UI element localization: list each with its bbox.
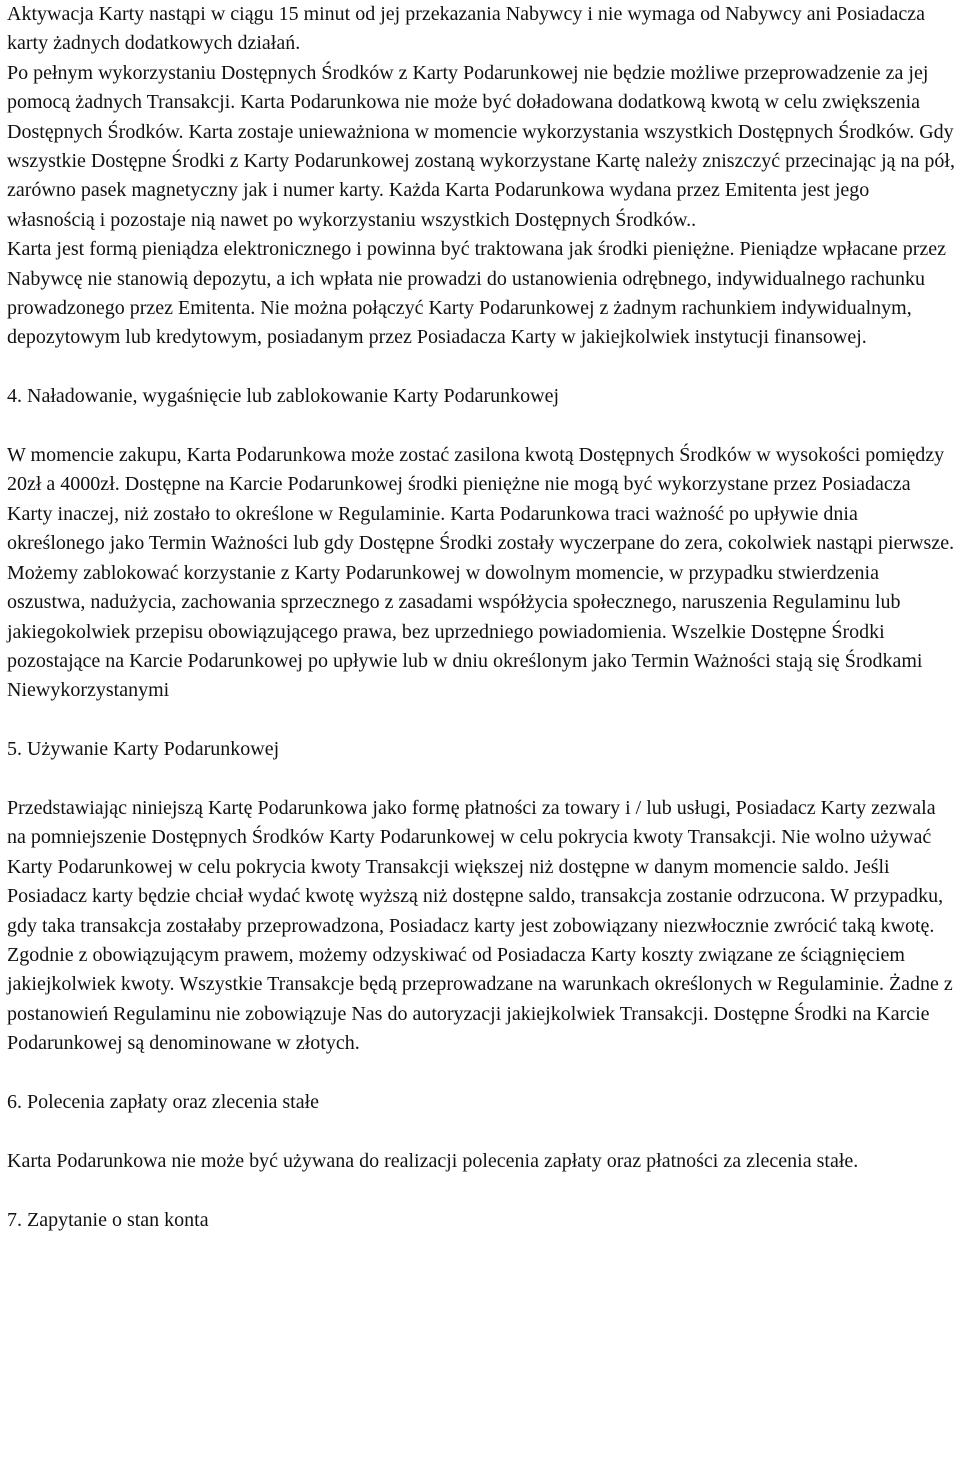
spacer xyxy=(7,1059,955,1088)
section-heading-7: 7. Zapytanie o stan konta xyxy=(7,1208,209,1231)
spacer xyxy=(7,353,955,382)
paragraph-section-6: Karta Podarunkowa nie może być używana do realizacji polecenia zapłaty oraz płatności za zlecenia stałe. xyxy=(7,1149,859,1172)
spacer xyxy=(7,1117,955,1146)
paragraph-funds-usage: Po pełnym wykorzystaniu Dostępnych Środków z Karty Podarunkowej nie będzie możliwe przeprowadzenie za jej pomocą żadnych Transakcji. Karta Podarunkowa nie może być doładowana dodatkową kwotą w celu zwiększenia Dostępnych Środków. Karta zostaje unieważniona w momencie wykorzystania wszystkich Dostępnych Środków. Gdy wszystkie Dostępne Środki z Karty Podarunkowej zostaną wykorzystane Kartę należy zniszczyć przecinając ją na pół, zarówno pasek magnetyczny jak i numer karty. Każda Karta Podarunkowa wydana przez Emitenta jest jego własnością i pozostaje nią nawet po wykorzystaniu wszystkich Dostępnych Środków.. xyxy=(7,61,955,231)
section-heading-5: 5. Używanie Karty Podarunkowej xyxy=(7,738,280,761)
section-heading-4: 4. Naładowanie, wygaśnięcie lub zablokowanie Karty Podarunkowej xyxy=(7,385,560,408)
section-heading-6: 6. Polecenia zapłaty oraz zlecenia stałe xyxy=(7,1090,320,1113)
spacer xyxy=(7,765,955,794)
paragraph-activation: Aktywacja Karty nastąpi w ciągu 15 minut od jej przekazania Nabywcy i nie wymaga od Nabywcy ani Posiadacza karty żadnych dodatkowych działań. xyxy=(7,3,926,55)
paragraph-electronic-money: Karta jest formą pieniądza elektronicznego i powinna być traktowana jak środki pieniężne. Pieniądze wpłacane przez Nabywcę nie stanowią depozytu, a ich wpłata nie prowadzi do ustanowienia odrębnego, indywidualnego rachunku prowadzonego przez Emitenta. Nie można połączyć Karty Podarunkowej z żadnym rachunkiem indywidualnym, depozytowym lub kredytowym, posiadanym przez Posiadacza Karty w jakiejkolwiek instytucji finansowej. xyxy=(7,238,947,349)
paragraph-section-4: W momencie zakupu, Karta Podarunkowa może zostać zasilona kwotą Dostępnych Środków w wysokości pomiędzy 20zł a 4000zł. Dostępne na Karcie Podarunkowej środki pieniężne nie mogą być wykorzystane przez Posiadacza Karty inaczej, niż zostało to określone w Regulaminie. Karta Podarunkowa traci ważność po upływie dnia określonego jako Termin Ważności lub gdy Dostępne Środki zostały wyczerpane do zera, cokolwiek nastąpi pierwsze. Możemy zablokować korzystanie z Karty Podarunkowej w dowolnym momencie, w przypadku stwierdzenia oszustwa, nadużycia, zachowania sprzecznego z zasadami współżycia społecznego, naruszenia Regulaminu lub jakiegokolwiek przepisu obowiązującego prawa, bez uprzedniego powiadomienia. Wszelkie Dostępne Środki pozostające na Karcie Podarunkowej po upływie lub w dniu określonym jako Termin Ważności stają się Środkami Niewykorzystanymi xyxy=(7,444,955,702)
spacer xyxy=(7,1176,955,1205)
paragraph-section-5: Przedstawiając niniejszą Kartę Podarunkowa jako formę płatności za towary i / lub usługi, Posiadacz Karty zezwala na pomniejszenie Dostępnych Środków Karty Podarunkowej w celu pokrycia kwoty Transakcji. Nie wolno używać Karty Podarunkowej w celu pokrycia kwoty Transakcji większej niż dostępne w danym momencie saldo. Jeśli Posiadacz karty będzie chciał wydać kwotę wyższą niż dostępne saldo, transakcja zostanie odrzucona. W przypadku, gdy taka transakcja zostałaby przeprowadzona, Posiadacz karty jest zobowiązany niezwłocznie zwrócić taką kwotę. Zgodnie z obowiązującym prawem, możemy odzyskiwać od Posiadacza Karty koszty związane ze ściągnięciem jakiejkolwiek kwoty. Wszystkie Transakcje będą przeprowadzane na warunkach określonych w Regulaminie. Żadne z postanowień Regulaminu nie zobowiązuje Nas do autoryzacji jakiejkolwiek Transakcji. Dostępne Środki na Karcie Podarunkowej są denominowane w złotych. xyxy=(7,796,953,1055)
document-page xyxy=(7,0,955,1235)
spacer xyxy=(7,706,955,735)
spacer xyxy=(7,412,955,441)
